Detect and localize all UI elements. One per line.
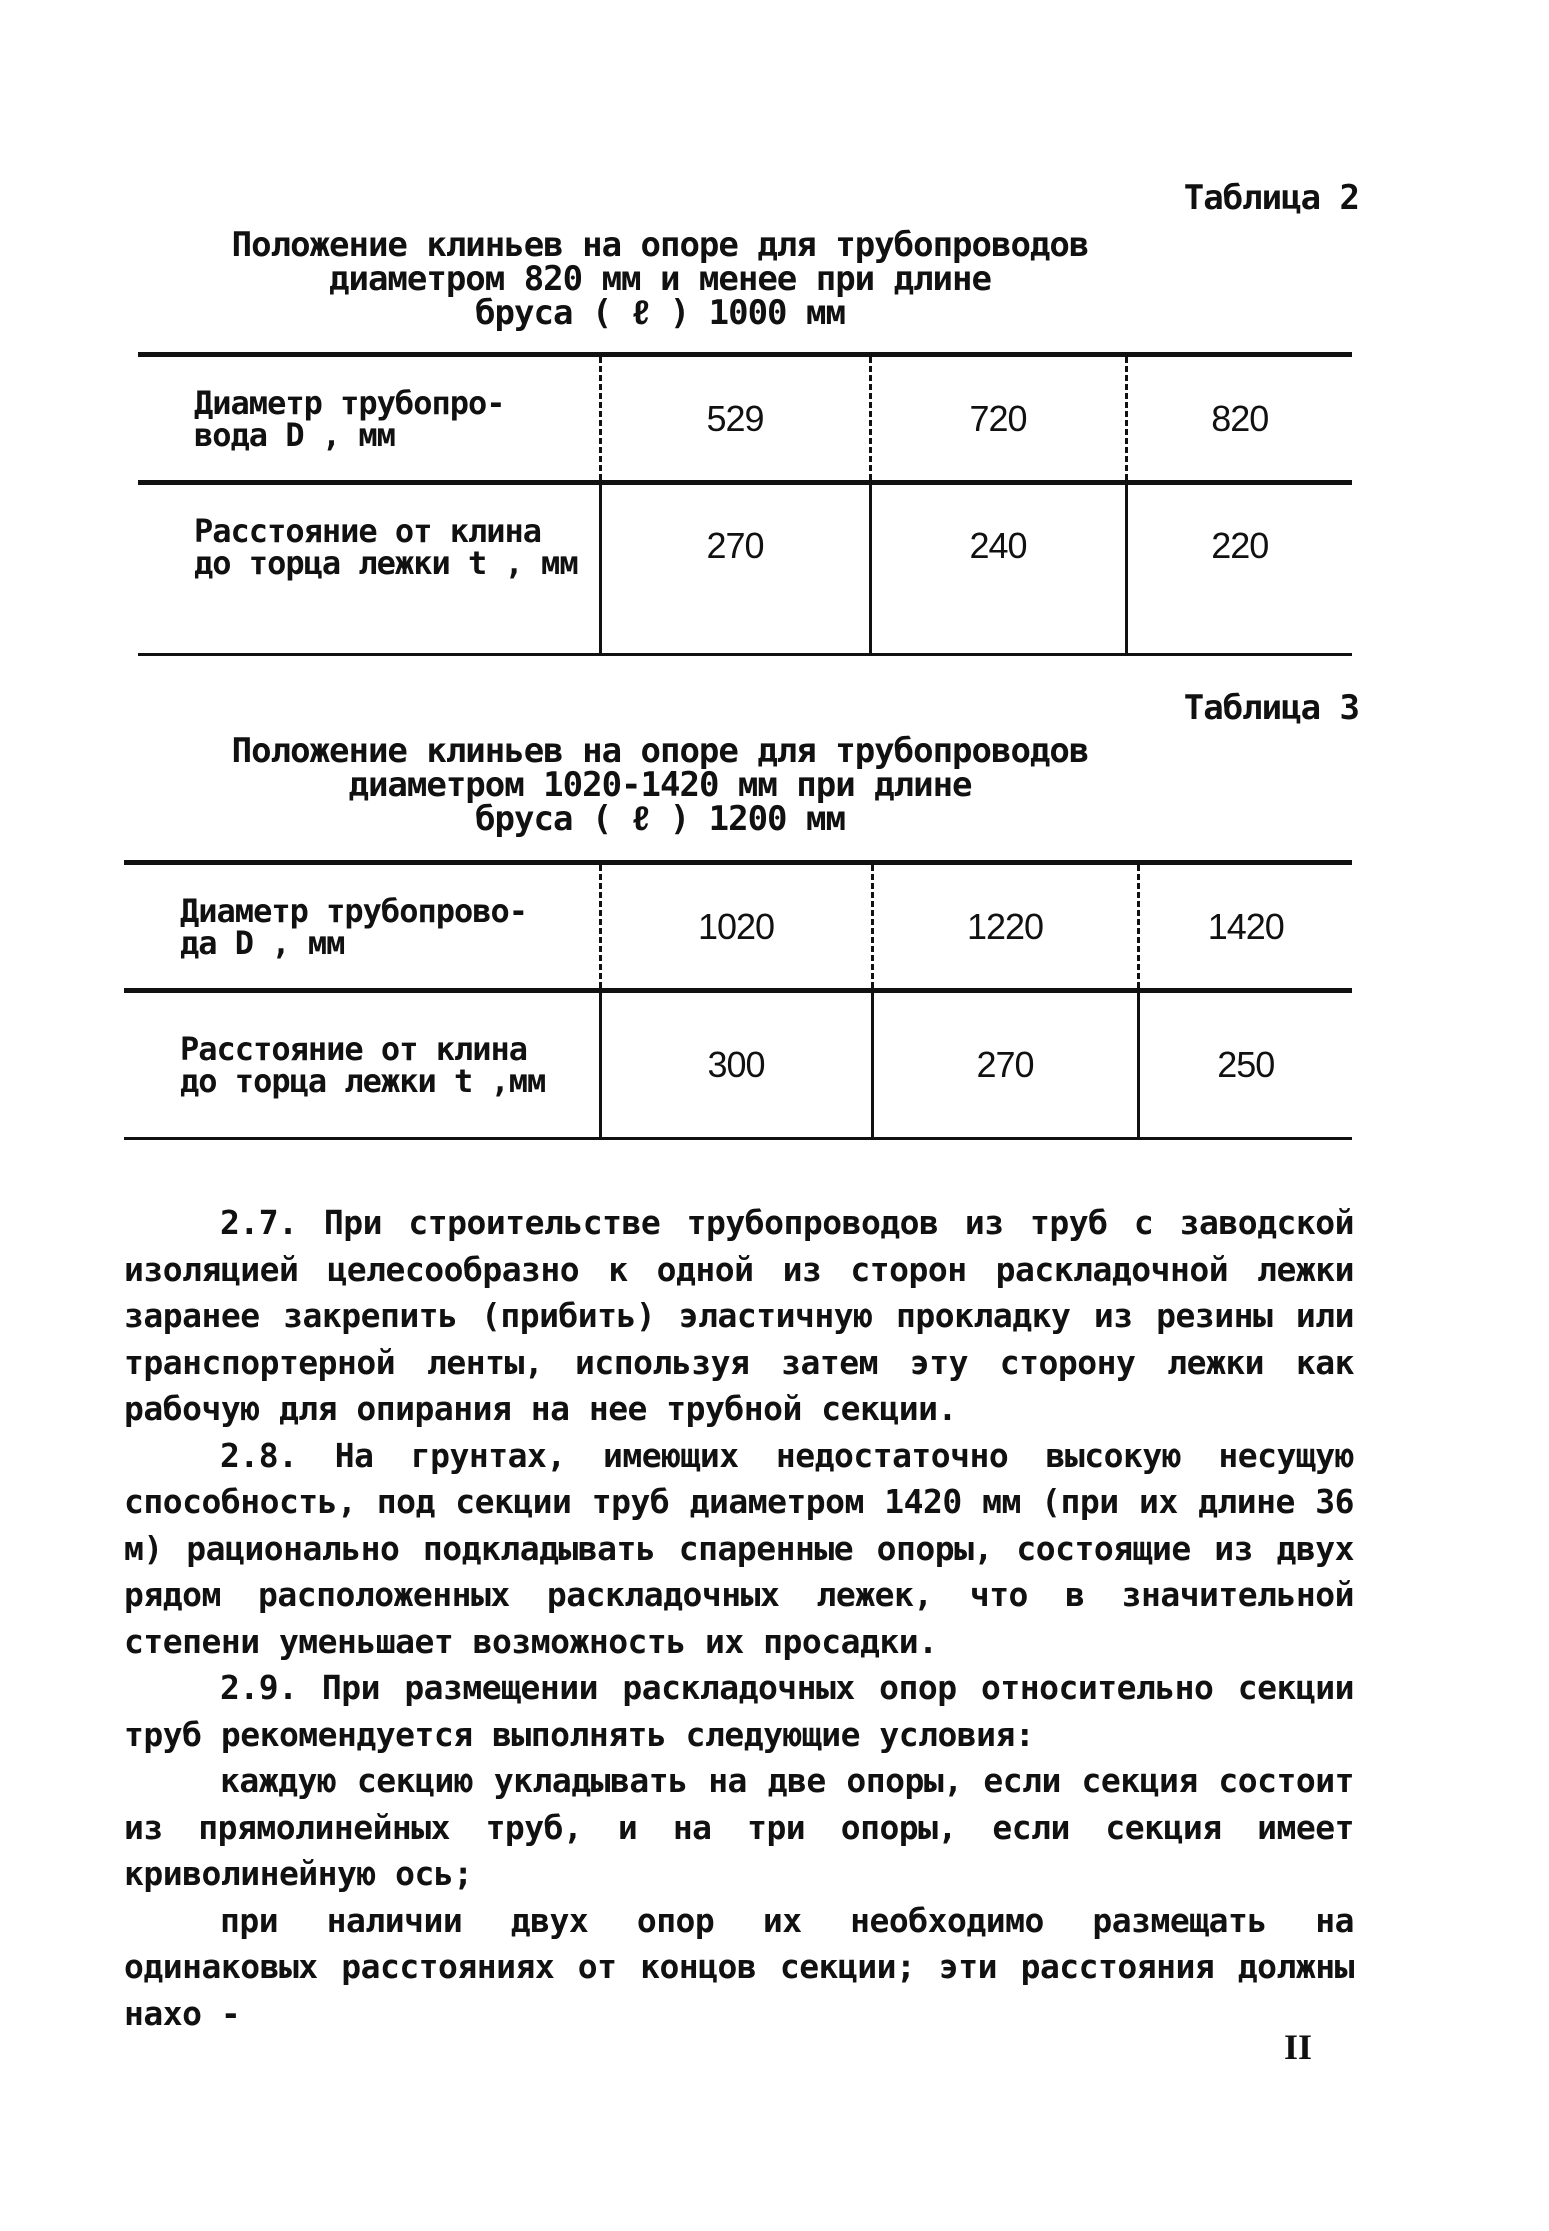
paragraph-text: 2.9. При размещении раскладочных опор относительно секции труб рекомендуется выполнять следующие условия: <box>124 1668 1354 1754</box>
table-row <box>138 483 1352 655</box>
table2-row2-header <box>138 483 600 655</box>
table2-row2-header-line-1: Расстояние от клина <box>194 512 542 550</box>
table3-cell: 270 <box>872 991 1138 1139</box>
table2-row1-header-line-2: вода D , мм <box>194 415 395 454</box>
table2-label: Таблица 2 <box>1183 178 1359 218</box>
table3-caption <box>110 731 1210 839</box>
table2-caption-line-2: диаметром 820 мм и менее при длине <box>329 259 991 299</box>
table2-caption <box>110 225 1210 333</box>
table3-cell: 1420 <box>1138 863 1352 991</box>
paragraph <box>124 1433 1354 1666</box>
table2-cell: 220 <box>1126 483 1352 655</box>
table-row <box>124 991 1352 1139</box>
table3-row2-header-line-2: до торца лежки t ,мм <box>180 1062 546 1100</box>
table3-cell: 1020 <box>600 863 872 991</box>
table2-cell: 240 <box>870 483 1126 655</box>
paragraph-text: при наличии двух опор их необходимо размещать на одинаковых расстояниях от концов секции; эти расстояния должны нахо - <box>124 1900 1354 2033</box>
table2-cell: 720 <box>870 355 1126 483</box>
paragraph-text: каждую секцию укладывать на две опоры, если секция состоит из прямолинейных труб, и на три опоры, если секция имеет криволинейную ось; <box>124 1761 1354 1893</box>
table2-caption-line-3: бруса ( ℓ ) 1000 мм <box>475 293 845 333</box>
paragraph <box>124 1758 1354 1898</box>
table3-caption-line-3: бруса ( ℓ ) 1200 мм <box>475 799 845 839</box>
table2-cell: 820 <box>1126 355 1352 483</box>
table3-caption-line-1: Положение клиньев на опоре для трубопроводов <box>231 731 1089 771</box>
paragraph <box>124 1200 1354 1433</box>
table-row <box>124 863 1352 991</box>
paragraph <box>124 1898 1354 2038</box>
body-text <box>124 1200 1354 2037</box>
paragraph-text: 2.8. На грунтах, имеющих недостаточно высокую несущую способность, под секции труб диаметром 1420 мм (при их длине 36 м) рационально подкладывать спаренные опоры, состоящие из двух рядом расположенных раскладочных лежек, что в значительной степени уменьшает возможность их просадки. <box>124 1435 1354 1661</box>
table2-cell: 529 <box>600 355 870 483</box>
table2-cell: 270 <box>600 483 870 655</box>
table3-row1-header-line-2: да D , мм <box>180 923 345 962</box>
paragraph-text: 2.7. При строительстве трубопроводов из труб с заводской изоляцией целесообразно к одной из сторон раскладочной лежки заранее закрепить (прибить) эластичную прокладку из резины или транспортерной ленты, используя затем эту сторону лежки как рабочую для опирания на нее трубной секции. <box>124 1203 1354 1428</box>
table3-cell: 250 <box>1138 991 1352 1139</box>
table2-row1-header <box>138 355 600 483</box>
table3 <box>124 860 1352 1140</box>
table3-label: Таблица 3 <box>1183 688 1359 728</box>
page-number: II <box>1284 2027 1313 2067</box>
table3-row2-header <box>124 991 600 1139</box>
table2-row2-header-line-2: до торца лежки t , мм <box>194 544 578 582</box>
table2-caption-line-1: Положение клиньев на опоре для трубопроводов <box>231 225 1089 265</box>
table-row <box>138 355 1352 483</box>
table2 <box>138 352 1352 656</box>
table3-row1-header <box>124 863 600 991</box>
table3-row2-header-line-1: Расстояние от клина <box>180 1030 528 1068</box>
paragraph <box>124 1665 1354 1758</box>
table3-cell: 1220 <box>872 863 1138 991</box>
table3-row1-header-line-1: Диаметр трубопрово- <box>180 891 528 930</box>
table2-row1-header-line-1: Диаметр трубопро- <box>194 383 505 422</box>
table3-caption-line-2: диаметром 1020-1420 мм при длине <box>348 765 972 805</box>
table3-cell: 300 <box>600 991 872 1139</box>
